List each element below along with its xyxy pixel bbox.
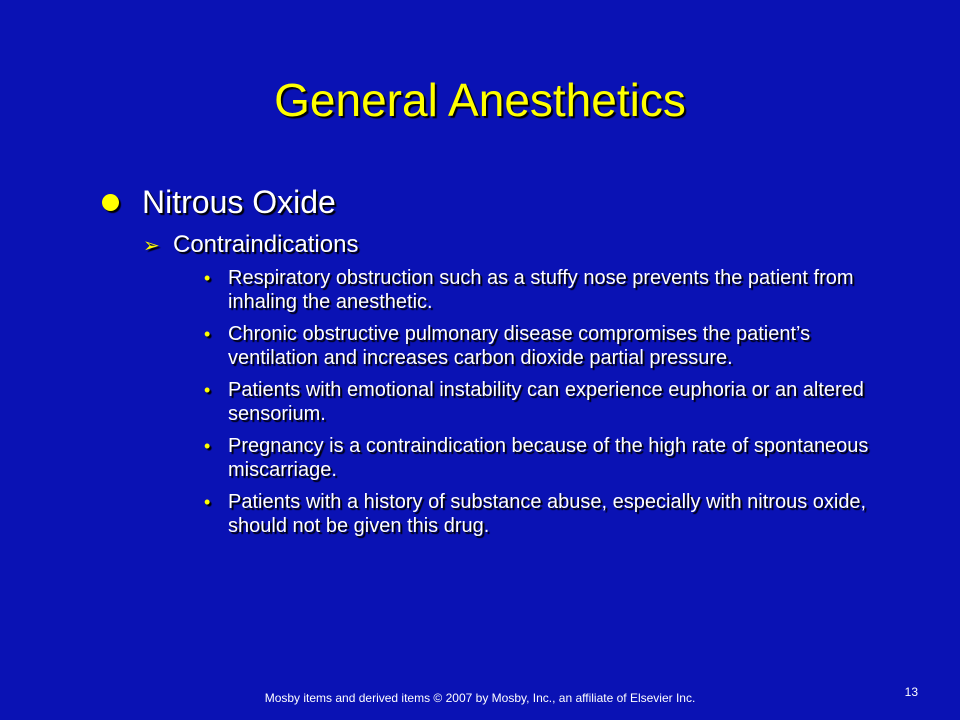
list-item-text: Chronic obstructive pulmonary disease compromises the patient’s ventilation and increases carbon dioxide partial pressure. [228, 323, 811, 369]
slide-title: General Anesthetics [274, 74, 686, 126]
list-item-text: Patients with emotional instability can experience euphoria or an altered sensorium. [228, 379, 864, 425]
copyright-footer: Mosby items and derived items © 2007 by Mosby, Inc., an affiliate of Elsevier Inc. [264, 691, 696, 705]
list-item [200, 434, 870, 482]
dot-bullet-icon: • [204, 324, 211, 344]
dot-bullet-icon: • [204, 492, 211, 512]
level1-text: Nitrous Oxide [142, 184, 336, 220]
filled-circle-bullet-icon [102, 194, 119, 211]
list-item [200, 266, 870, 314]
list-item [200, 378, 870, 426]
dot-bullet-icon: • [204, 380, 211, 400]
level2-text: Contraindications [173, 231, 359, 258]
list-item [200, 490, 870, 538]
list-item [200, 322, 870, 370]
bullet-level1 [102, 182, 336, 222]
contraindications-list [200, 266, 870, 546]
bullet-level2 [143, 230, 358, 260]
list-item-text: Pregnancy is a contraindication because of the high rate of spontaneous miscarriage. [228, 435, 869, 481]
list-item-text: Respiratory obstruction such as a stuffy nose prevents the patient from inhaling the anesthetic. [228, 267, 854, 313]
list-item-text: Patients with a history of substance abuse, especially with nitrous oxide, should not be given this drug. [228, 491, 867, 537]
arrow-bullet-icon: ➢ [143, 233, 160, 257]
dot-bullet-icon: • [204, 268, 211, 288]
dot-bullet-icon: • [204, 436, 211, 456]
page-number: 13 [904, 685, 918, 699]
